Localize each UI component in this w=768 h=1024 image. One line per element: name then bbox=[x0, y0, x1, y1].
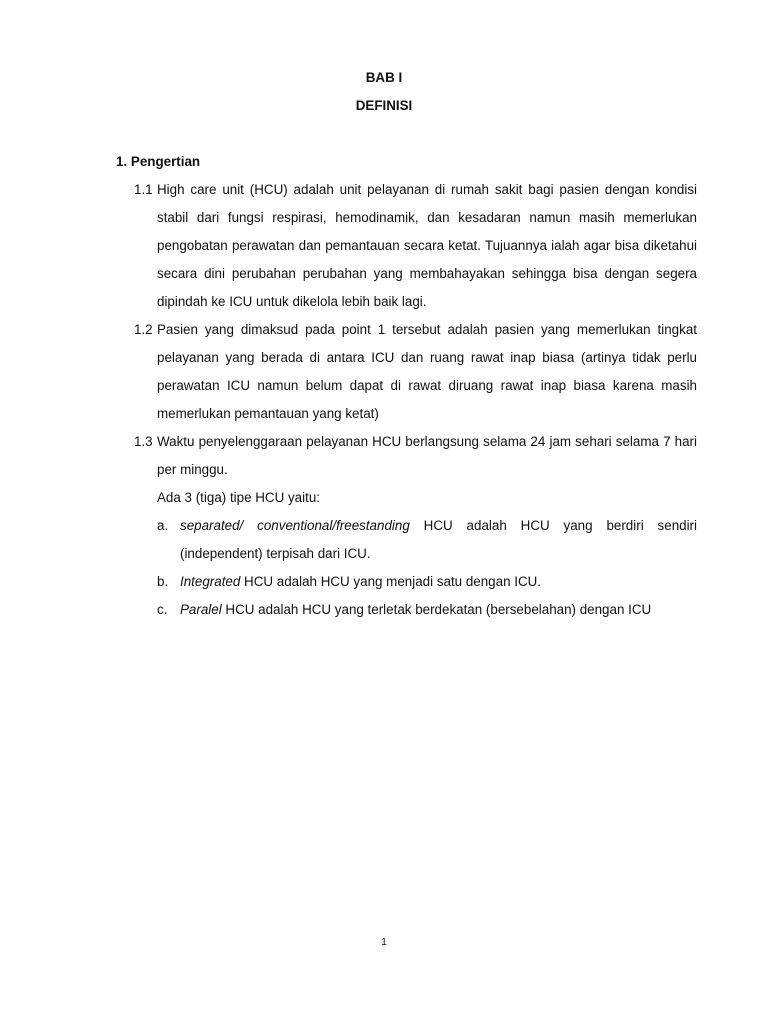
point-text: Waktu penyelenggaraan pelayanan HCU berlangsung selama 24 jam sehari selama 7 hari per minggu. bbox=[157, 434, 697, 477]
page-number: 1 bbox=[381, 937, 387, 948]
point-text: High care unit (HCU) adalah unit pelayanan di rumah sakit bagi pasien dengan kondisi stabil dari fungsi respirasi, hemodinamik, dan kesadaran namun masih memerlukan pengobatan perawatan dan pemantauan secara ketat. Tujuannya ialah agar bisa diketahui secara dini perubahan perubahan yang membahayakan sehingga bisa dengan segera dipindah ke ICU untuk dikelola lebih baik lagi. bbox=[157, 182, 697, 309]
point-number: 1.3 bbox=[134, 434, 153, 449]
point-text: Pasien yang dimaksud pada point 1 tersebut adalah pasien yang memerlukan tingkat pelayanan yang berada di antara ICU dan ruang rawat inap biasa (artinya tidak perlu perawatan ICU namun belum dapat di rawat diruang rawat inap biasa karena masih memerlukan pemantauan yang ketat) bbox=[157, 322, 697, 421]
chapter-label: BAB I bbox=[365, 70, 403, 85]
item-text: HCU adalah HCU yang terletak berdekatan (bersebelahan) dengan ICU bbox=[221, 602, 652, 617]
item-term: Integrated bbox=[180, 574, 241, 589]
type-item-b bbox=[157, 568, 697, 596]
item-text: HCU adalah HCU yang menjadi satu dengan ICU. bbox=[240, 574, 542, 589]
item-letter: a. bbox=[157, 518, 169, 533]
item-term: Paralel bbox=[180, 602, 222, 617]
point-1-1 bbox=[134, 176, 697, 316]
type-item-c bbox=[157, 596, 697, 624]
type-item-a bbox=[157, 512, 697, 568]
types-intro: Ada 3 (tiga) tipe HCU yaitu: bbox=[157, 490, 320, 505]
item-letter: b. bbox=[157, 574, 169, 589]
item-letter: c. bbox=[157, 602, 168, 617]
point-1-2 bbox=[134, 316, 697, 428]
point-number: 1.1 bbox=[134, 182, 153, 197]
item-term: separated/ conventional/freestanding bbox=[180, 518, 410, 533]
item-text: HCU adalah HCU yang berdiri sendiri (independent) terpisah dari ICU. bbox=[180, 518, 697, 561]
point-number: 1.2 bbox=[134, 322, 153, 337]
section-heading: 1. Pengertian bbox=[116, 154, 201, 169]
page-title: DEFINISI bbox=[355, 98, 413, 113]
point-1-3 bbox=[134, 428, 697, 484]
